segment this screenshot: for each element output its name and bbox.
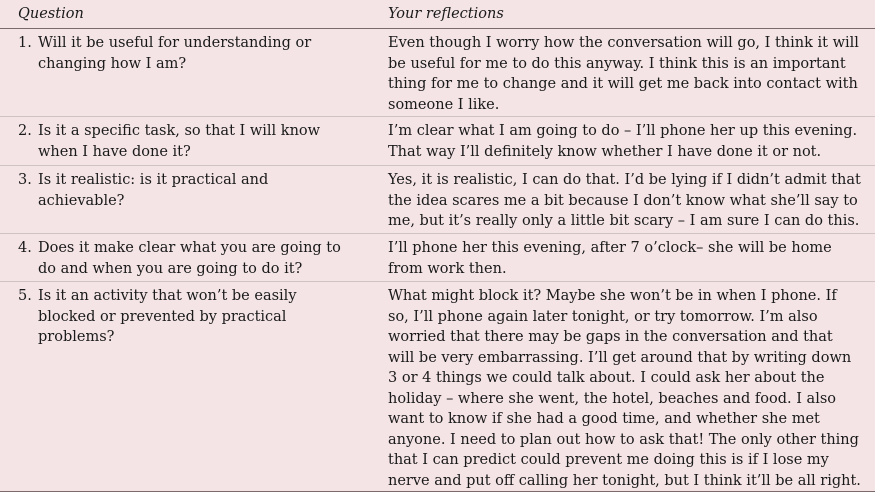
table-row (0, 166, 875, 234)
question-number: 4. (18, 240, 32, 256)
question-number: 3. (18, 172, 32, 188)
question-text: Is it an activity that won’t be easily blocked or prevented by practical problems? (38, 288, 297, 345)
table-header (0, 0, 875, 29)
question-text: Is it realistic: is it practical and achievable? (38, 172, 269, 209)
question-column-header: Question (18, 6, 84, 22)
reflection-text: Yes, it is realistic, I can do that. I’d be lying if I didn’t admit that the idea scares me a bit because I don’t know what she’ll say to me, but it’s really only a little bit scary – I am sure I can do this. (388, 172, 861, 229)
question-number: 1. (18, 35, 32, 51)
question-text: Will it be useful for understanding or changing how I am? (38, 35, 312, 72)
question-text: Does it make clear what you are going to do and when you are going to do it? (38, 240, 341, 277)
question-text: Is it a specific task, so that I will know when I have done it? (38, 123, 321, 160)
table-row (0, 282, 875, 492)
question-number: 5. (18, 288, 32, 304)
reflections-column-header: Your reflections (388, 6, 504, 22)
question-number: 2. (18, 123, 32, 139)
reflection-text: What might block it? Maybe she won’t be in when I phone. If so, I’ll phone again later tonight, or try tomorrow. I’m also worried that there may be gaps in the conversation and that will be very embarrassing. I’ll get around that by writing down 3 or 4 things we could talk about. I could ask her about the holiday – where she went, the hotel, beaches and food. I also want to know if she had a good time, and whether she met anyone. I need to plan out how to ask that! The only other thing that I can predict could prevent me doing this is if I lose my nerve and put off calling her tonight, but I think it’ll be all right. (388, 288, 861, 489)
reflection-text: I’m clear what I am going to do – I’ll phone her up this evening. That way I’ll definitely know whether I have done it or not. (388, 123, 858, 160)
reflection-text: Even though I worry how the conversation will go, I think it will be useful for me to do this anyway. I think this is an important thing for me to change and it will get me back into contact with someone I like. (388, 35, 859, 113)
reflection-text: I’ll phone her this evening, after 7 o’clock– she will be home from work then. (388, 240, 832, 277)
table-row (0, 234, 875, 282)
table-row (0, 29, 875, 117)
table-row (0, 117, 875, 166)
